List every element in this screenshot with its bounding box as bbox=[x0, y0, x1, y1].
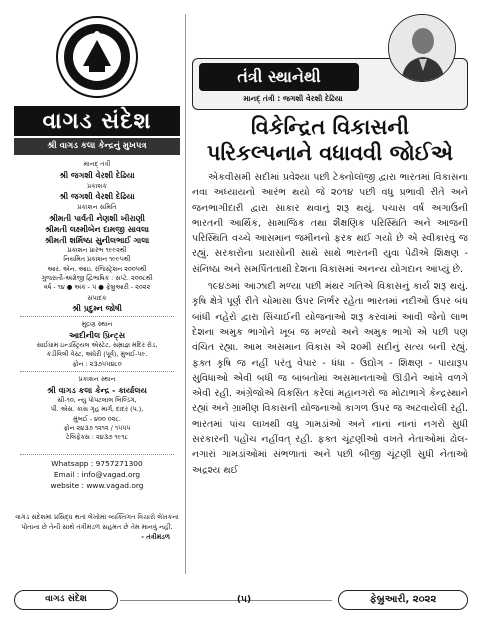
section-title: તંત્રી સ્થાનેથી bbox=[199, 63, 359, 91]
pub-line: નિયમિત પ્રકાશન ૧૯૯૫થી bbox=[63, 255, 131, 264]
sidebar bbox=[14, 14, 180, 576]
office-name: શ્રી વાગડ કલા કેન્દ્ર - કાર્યાલય bbox=[47, 385, 147, 395]
issue-line: વર્ષ - ૧૪ ● અંક - ૫ ● ફેબ્રુઆરી - ૨૦૨૨ bbox=[43, 283, 151, 292]
office-label: પ્રકાશન સ્થાન bbox=[78, 375, 116, 384]
editor-photo bbox=[388, 14, 456, 82]
footer-title: વાગડ સંદેશ bbox=[14, 590, 118, 610]
editor-label: સંપાદક bbox=[87, 293, 107, 302]
pub-line: આર. એન. આઇ. રજિસ્ટ્રેશન ૨૦૦૫થી bbox=[47, 264, 147, 273]
credits-block bbox=[14, 159, 180, 449]
disclaimer-signature: - તંત્રીમંડળ bbox=[141, 533, 170, 541]
office-phone: ફોન ૨૪૩૭ ૧૨૧૨ / ૧૫૫૫ bbox=[63, 424, 131, 433]
masthead-subtitle: શ્રી વાગડ કલા કેન્દ્રનું મુખપત્ર bbox=[14, 138, 180, 155]
office-fax: ટેલિફેક્સ : ૨૪૩૭ ૧૯૧૮ bbox=[66, 433, 128, 442]
office-address: સી-૧૦, ન્યુ પોપટલાલ બિલ્ડિંગ, bbox=[57, 395, 137, 404]
divider bbox=[20, 454, 174, 455]
paragraph: ૧૯૪૭માં આઝાદી મળ્યા પછી મંથર ગતિએ વિકાસનું કાર્ય શરૂ થયું. કૃષિ ક્ષેત્રે પૂર્ણ રીતે ચોમાસા ઉપર નિર્ભર રહેતા ભારતમાં નદીઓ ઉપર બંધ બાંધી નહેરો દ્વારા સિંચાઈની યોજનાઓ શરૂ કરવામાં આવી જેનો લાભ દેશના અમુક ભાગોને ખૂબ જ મળ્યો અને અમુક ભાગો એ પછી પણ વંચિત રહ્યા. આમ અસમાન વિકાસ એ ૨૦મી સદીનું સત્ય બની રહ્યું. ફક્ત કૃષિ જ નહીં પરંતુ વેપાર - ધંધા - ઉદ્યોગ - શિક્ષણ - પાયારૂપ સુવિધાઓ એવી બધી જ બાબતોમાં અસમાનતાઓ ઊડીને આંખે વળગે એવી રહી. અંગ્રેજોએ વિકસિત કરેલાં મહાનગરો જ મોટાભાગે કેન્દ્રસ્થાને રહ્યાં અને ગ્રામીણ વિકાસની યોજનાઓ કાગળ ઉપર જ અટવાયેલી રહી. ભારતમાં પાંચ લાખથી વધુ ગામડાંઓ અને નાનાં નાનાં નગરો સુધી સરકારની પહોંચ નહીંવત્ રહી. ફક્ત ચૂંટણીઓ વખતે નેતાઓમાં ઢોલ-નગારાં ગામડાંઓમાં સંભળાતાં અને પછી બીજી ચૂંટણી સુધી નેતાઓ અદ્રશ્ય થઈ bbox=[192, 281, 468, 476]
printer-address: સાઈધામ ઇન્ડસ્ટ્રિયલ એસ્ટેટ, સમ્રાજ્ઞ મંદિર રોડ, bbox=[36, 341, 158, 349]
office-address: પી. એસ. કાસ ગૃહ માર્ગ, દાદર (પ.), bbox=[50, 405, 144, 414]
disclaimer bbox=[14, 512, 180, 572]
editorial bbox=[192, 14, 468, 576]
credit-label: પ્રકાશક bbox=[86, 181, 107, 190]
headline-line-2: પરિકલ્પનાને વધાવવી જોઈએ bbox=[206, 140, 454, 165]
printer-name: આદીનીલ પ્રિન્ટ્સ bbox=[68, 331, 126, 340]
divider bbox=[20, 371, 174, 372]
disclaimer-text: વાગડ સંદેશમાં પ્રસિદ્ધ થતાં લેખોમાં વ્યક્તિગત વિચારો લેખકના પોતાના છે તેની સાથે તંત્રીમંડળ સહમત છે તેમ માનવું નહીં. bbox=[15, 513, 179, 531]
column-divider bbox=[185, 14, 186, 574]
pub-line: પ્રકાશન પ્રારંભ ૧૯૯૨થી bbox=[67, 245, 127, 254]
credit-label: માનદ્ તંત્રી bbox=[83, 160, 111, 168]
website-link[interactable]: website : www.vagad.org bbox=[50, 481, 144, 490]
editor-byline: માનદ્ તંત્રી : જગશી વેરશી દેઢિયા bbox=[243, 94, 343, 103]
headline-line-1: વિકેન્દ્રિત વિકાસની bbox=[250, 114, 410, 139]
print-label: મુદ્રણ સ્થાન bbox=[81, 320, 113, 329]
headline bbox=[192, 114, 468, 166]
pub-line: ગુજરાતી-અંગ્રેજી દ્વિભાષિક : સપ્ટે. ૨૦૦૮થી bbox=[41, 274, 153, 282]
page-footer bbox=[14, 590, 468, 612]
page-number: (૫) bbox=[236, 595, 252, 605]
printer-address: કંડીવિલી વેસ્ટ, અંધેરી (પૂર્વ), મુંબઈ-૫૯. bbox=[46, 350, 148, 359]
masthead: વાગડ સંદેશ bbox=[14, 106, 180, 136]
credit-name: શ્રીમતી પાર્વતી નેણશી ખીરાણી bbox=[49, 213, 145, 223]
email-link[interactable]: Email : info@vagad.org bbox=[53, 470, 141, 479]
article-body bbox=[192, 170, 468, 576]
credit-name: શ્રીમતી લક્ષ્મીબેન દામજી સાવલા bbox=[44, 224, 149, 234]
credit-name: શ્રી જગશી વેરશી દેઢિયા bbox=[59, 192, 135, 202]
credit-name: શ્રીમતી શર્મિષ્ઠા સુનીલભાઈ ગાલા bbox=[44, 235, 150, 245]
office-address: મુંબઈ - ૪૦૦ ૦૨૮. bbox=[73, 414, 121, 423]
credit-name: શ્રી જગશી વેરશી દેઢિયા bbox=[59, 170, 135, 180]
vagad-logo bbox=[53, 14, 141, 100]
paragraph: એકવીસમી સદીમાં પ્રવેશ્યા પછી ટેક્નોલૉજી દ્વારા ભારતમાં વિકાસના નવા અધ્યાયનો આરંભ થયો જે ૨૦૧૪ પછી વધુ પ્રભાવી રીતે અને જનભાગીદારી દ્વારા સાકાર થવાનું શરૂ થયું. પચાસ વર્ષ અગાઉની ભારતની આર્થિક, સામાજિક તથા શૈક્ષણિક પરિસ્થિતિ અને આજની પરિસ્થિતિ વચ્ચે આસમાન જમીનનો ફરક થઈ ગયો છે એ સ્વીકારવું જ રહ્યું. સરકારોના પ્રયાસોની સાથે સાથે ભારતની યુવા પેઢીએ શિક્ષણ - સંનિષ્ઠા અને સમર્પિતતાથી દેશના વિકાસમાં અનન્ય યોગદાન આપ્યું છે. bbox=[192, 172, 468, 275]
footer-date: ફેબ્રુઆરી, ૨૦૨૨ bbox=[338, 590, 468, 610]
contact-block bbox=[14, 454, 180, 504]
credit-label: પ્રકાશન સમિતિ bbox=[77, 203, 117, 212]
divider bbox=[20, 316, 174, 317]
printer-phone: ફોન : ૨૩૭૫૫૪૮૦ bbox=[72, 359, 122, 368]
whatsapp-number[interactable]: Whatsapp : 9757271300 bbox=[51, 459, 143, 468]
editor-name: શ્રી પ્રદુમ્ન જોષી bbox=[72, 304, 122, 314]
